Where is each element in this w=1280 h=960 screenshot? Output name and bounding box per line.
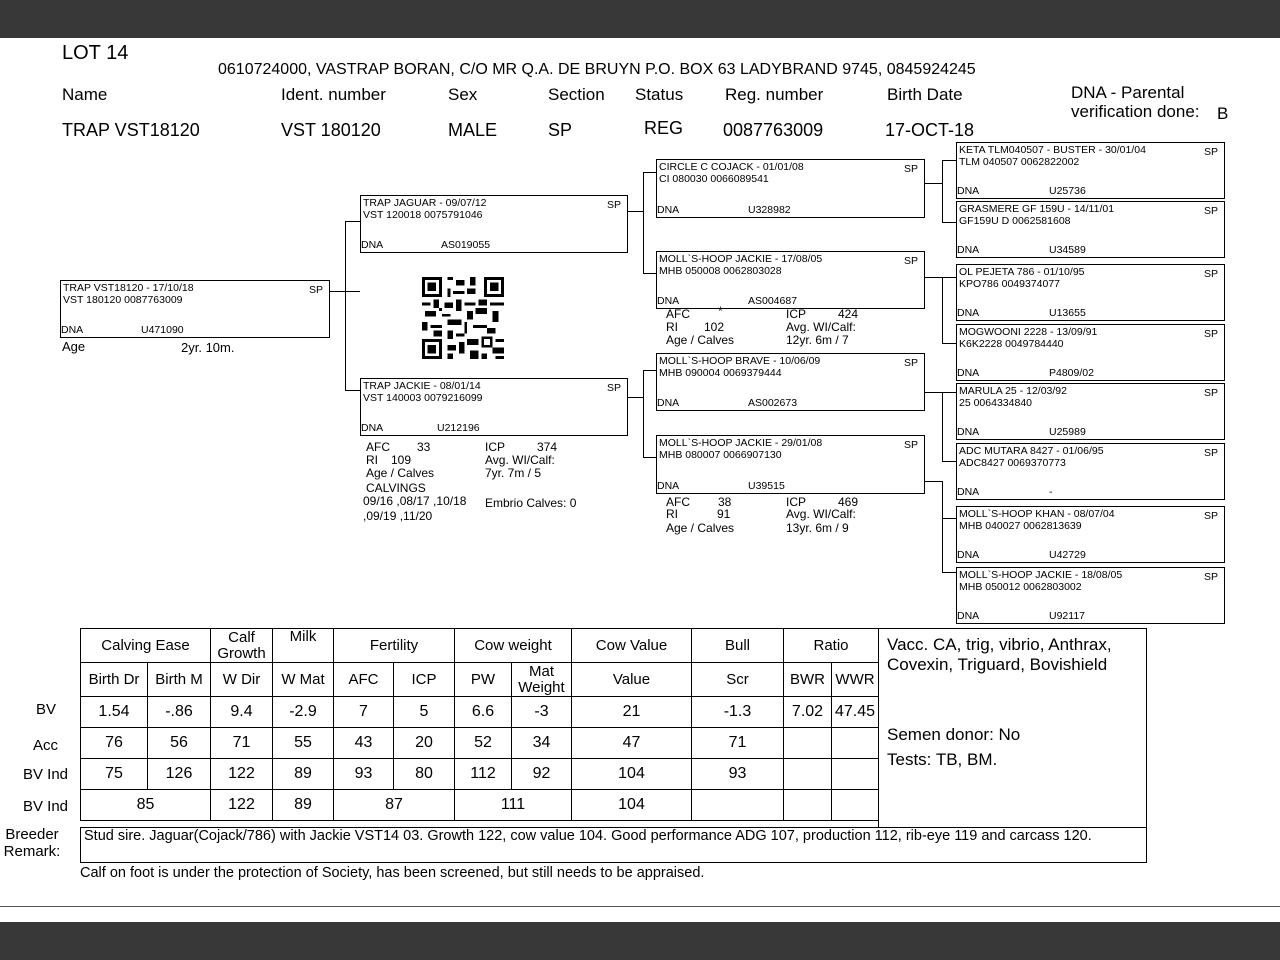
footer-note: Calf on foot is under the protection of Society, has been screened, but still needs to be appraised.	[80, 865, 705, 881]
group-cow-weight: Cow weight	[455, 629, 572, 663]
dna-label: DNA	[61, 324, 84, 336]
tests: Tests: TB, BM.	[887, 750, 998, 769]
dna-value: AS002673	[748, 397, 798, 409]
connector-line	[942, 461, 956, 462]
afc-value: *	[718, 304, 723, 318]
animal-title: MOLL`S-HOOP JACKIE - 17/08/05	[659, 253, 823, 265]
acc-cell: 55	[273, 728, 334, 759]
group-calving-ease: Calving Ease	[81, 629, 211, 663]
header-name: Name	[62, 85, 108, 104]
animal-title: MOLL`S-HOOP JACKIE - 18/08/05	[959, 569, 1123, 581]
bv-ind-group-cell: 89	[273, 790, 334, 821]
age-calves-label: Age / Calves	[666, 333, 735, 347]
dna-label: DNA	[957, 610, 980, 622]
section-label: SP	[308, 284, 323, 296]
animal-name: TRAP VST18120	[62, 120, 200, 140]
bv-cell: 7.02	[784, 697, 832, 728]
pedigree-great-grandparent	[956, 264, 1225, 321]
age-calves-label: Age / Calves	[666, 521, 735, 535]
ri-label: RI	[666, 320, 678, 334]
age-calves-label: Age / Calves	[366, 466, 435, 480]
vaccination-panel	[878, 628, 1147, 828]
dna-label: DNA	[957, 244, 980, 256]
embrio-calves: Embrio Calves: 0	[485, 496, 577, 510]
col-header: ICP	[394, 663, 455, 697]
bv-ind-cell	[832, 759, 879, 790]
dna-label: DNA	[957, 307, 980, 319]
pedigree-great-grandparent	[956, 201, 1225, 258]
icp-value: 374	[537, 440, 558, 454]
col-header: BWR	[784, 663, 832, 697]
animal-title: MOGWOONI 2228 - 13/09/91	[959, 326, 1098, 338]
connector-line	[942, 481, 943, 573]
group-cow-value: Cow Value	[572, 629, 692, 663]
ri-label: RI	[666, 507, 678, 521]
dna-label: DNA	[957, 426, 980, 438]
dna-value: AS019055	[441, 239, 491, 251]
icp-label: ICP	[485, 440, 506, 454]
section-label: SP	[1203, 146, 1218, 158]
header-sex: Sex	[448, 85, 478, 104]
breeding-values-table	[80, 628, 879, 821]
connector-line	[643, 273, 657, 274]
section-label: SP	[1203, 571, 1218, 583]
connector-line	[345, 390, 360, 391]
group-calf-growth: Calf Growth	[211, 629, 273, 663]
animal-dna: B	[1217, 104, 1229, 123]
section-label: SP	[1203, 328, 1218, 340]
icp-label: ICP	[786, 307, 807, 321]
bv-ind-cell: 80	[394, 759, 455, 790]
acc-cell: 43	[334, 728, 394, 759]
connector-line	[942, 277, 943, 344]
animal-title: TRAP JACKIE - 08/01/14	[363, 380, 481, 392]
col-header: WWR	[832, 663, 879, 697]
pedigree-sire-sire	[656, 159, 925, 218]
col-header: W Mat	[273, 663, 334, 697]
bv-cell: -3	[512, 697, 572, 728]
header-birth: Birth Date	[887, 85, 963, 104]
header-dna: DNA - Parental verification done:	[1071, 83, 1200, 121]
afc-label: AFC	[366, 440, 390, 454]
bv-ind-cell	[784, 759, 832, 790]
group-milk: Milk	[273, 629, 334, 663]
dna-label: DNA	[657, 397, 680, 409]
group-fertility: Fertility	[334, 629, 455, 663]
qr-code-icon	[419, 277, 507, 359]
col-header: AFC	[334, 663, 394, 697]
breeder-remark-text: Stud sire. Jaguar(Cojack/786) with Jackie VST14 03. Growth 122, cow value 104. Good performance ADG 107, production 112, rib-eye 119 and carcass 120.	[84, 828, 1092, 844]
connector-line	[942, 160, 956, 161]
header-status: Status	[635, 85, 684, 104]
ri-label: RI	[366, 453, 378, 467]
animal-ident: VST 180120	[281, 120, 381, 140]
animal-title: GRASMERE GF 159U - 14/11/01	[959, 203, 1115, 215]
dna-value: -	[1049, 486, 1053, 498]
animal-id: MHB 090004 0069379444	[659, 367, 782, 379]
bv-ind-cell: 75	[81, 759, 148, 790]
afc-value: 33	[417, 440, 431, 454]
pedigree-great-grandparent	[956, 443, 1225, 500]
dna-label: DNA	[957, 185, 980, 197]
pedigree-great-grandparent	[956, 324, 1225, 381]
animal-id: MHB 040027 0062813639	[959, 520, 1082, 532]
connector-line	[628, 397, 643, 398]
acc-cell: 20	[394, 728, 455, 759]
connector-line	[942, 160, 943, 223]
animal-id: GF159U D 0062581608	[959, 215, 1071, 227]
animal-id: KPO786 0049374077	[959, 278, 1061, 290]
dna-value: U34589	[1049, 244, 1086, 256]
age-calves-value: 12yr. 6m / 7	[786, 333, 849, 347]
animal-title: MARULA 25 - 12/03/92	[959, 385, 1067, 397]
dna-value: U42729	[1049, 549, 1086, 561]
bv-cell: 5	[394, 697, 455, 728]
connector-line	[942, 518, 956, 519]
connector-line	[643, 172, 657, 173]
connector-line	[942, 277, 956, 278]
animal-id: MHB 080007 0066907130	[659, 449, 782, 461]
wi-label: Avg. WI/Calf:	[485, 453, 555, 467]
header-ident: Ident. number	[281, 85, 386, 104]
bv-ind-group-cell: 111	[455, 790, 572, 821]
col-header: Birth M	[148, 663, 211, 697]
bv-cell: 47.45	[832, 697, 879, 728]
dna-value: U328982	[748, 204, 791, 216]
animal-id: ADC8427 0069370773	[959, 457, 1066, 469]
col-header: Value	[572, 663, 692, 697]
age-calves-value: 7yr. 7m / 5	[485, 466, 542, 480]
bv-ind-cell: 126	[148, 759, 211, 790]
bv-ind-group-cell	[784, 790, 832, 821]
acc-cell: 56	[148, 728, 211, 759]
animal-id: VST 180120 0087763009	[63, 294, 183, 306]
bv-ind-group-cell: 85	[81, 790, 211, 821]
wi-label: Avg. WI/Calf:	[786, 320, 856, 334]
dna-value: U39515	[748, 480, 785, 492]
bv-ind-cell: 92	[512, 759, 572, 790]
pedigree-sire	[360, 195, 628, 253]
connector-line	[925, 481, 943, 482]
col-header: Mat Weight	[512, 663, 572, 697]
animal-id: 25 0064334840	[959, 397, 1032, 409]
bv-ind-cell: 93	[334, 759, 394, 790]
bv-cell: 7	[334, 697, 394, 728]
connector-line	[942, 572, 956, 573]
section-label: SP	[1203, 510, 1218, 522]
dna-value: U13655	[1049, 307, 1086, 319]
ri-value: 91	[717, 507, 731, 521]
section-label: SP	[606, 382, 621, 394]
bv-cell: 9.4	[211, 697, 273, 728]
dna-label: DNA	[657, 295, 680, 307]
wi-label: Avg. WI/Calf:	[786, 507, 856, 521]
icp-value: 424	[838, 307, 859, 321]
dna-label: DNA	[657, 204, 680, 216]
bv-cell: -2.9	[273, 697, 334, 728]
icp-label: ICP	[786, 495, 807, 509]
connector-line	[942, 343, 956, 344]
animal-title: CIRCLE C COJACK - 01/01/08	[659, 161, 804, 173]
animal-status: REG	[644, 118, 684, 138]
section-label: SP	[1203, 268, 1218, 280]
bv-cell: 1.54	[81, 697, 148, 728]
afc-label: AFC	[666, 307, 690, 321]
section-label: SP	[903, 357, 918, 369]
bv-ind-group-cell	[832, 790, 879, 821]
animal-id: K6K2228 0049784440	[959, 338, 1064, 350]
age-value: 2yr. 10m.	[181, 340, 235, 355]
bv-ind-cell: 104	[572, 759, 692, 790]
animal-id: VST 140003 0079216099	[363, 392, 483, 404]
connector-line	[643, 457, 657, 458]
animal-id: TLM 040507 0062822002	[959, 156, 1080, 168]
dna-value: P4809/02	[1049, 367, 1094, 379]
owner-info: 0610724000, VASTRAP BORAN, C/O MR Q.A. DE BRUYN P.O. BOX 63 LADYBRAND 9745, 0845924245	[218, 61, 976, 78]
col-header: Birth Dr	[81, 663, 148, 697]
dna-value: U25736	[1049, 185, 1086, 197]
calvings-list: ,09/19 ,11/20	[363, 509, 433, 523]
bv-ind-group-cell: 122	[211, 790, 273, 821]
connector-line	[925, 183, 943, 184]
bv-ind-group-cell: 87	[334, 790, 455, 821]
animal-title: TRAP VST18120 - 17/10/18	[63, 282, 194, 294]
pedigree-dam-sire	[656, 353, 925, 411]
connector-line	[345, 221, 346, 391]
connector-line	[643, 370, 657, 371]
group-ratio: Ratio	[784, 629, 879, 663]
acc-cell: 71	[211, 728, 273, 759]
bv-cell: 6.6	[455, 697, 512, 728]
row-label-bv: BV	[36, 701, 57, 718]
group-bull: Bull	[692, 629, 784, 663]
dna-label: DNA	[957, 367, 980, 379]
animal-id: MHB 050012 0062803002	[959, 581, 1082, 593]
connector-line	[925, 392, 943, 393]
section-label: SP	[1203, 205, 1218, 217]
animal-title: TRAP JAGUAR - 09/07/12	[363, 197, 487, 209]
section-label: SP	[1203, 447, 1218, 459]
afc-value: 38	[718, 495, 732, 509]
bv-ind-cell: 93	[692, 759, 784, 790]
row-label-acc: Acc	[33, 737, 59, 754]
animal-id: VST 120018 0075791046	[363, 209, 483, 221]
bottom-bar	[0, 922, 1280, 960]
pedigree-self	[60, 280, 330, 338]
row-label-bv-ind: BV Ind	[23, 798, 69, 815]
pedigree-dam-dam	[656, 435, 925, 494]
connector-line	[345, 221, 360, 222]
section-label: SP	[903, 439, 918, 451]
connector-line	[942, 392, 956, 393]
connector-line	[942, 222, 956, 223]
acc-cell: 52	[455, 728, 512, 759]
header-section: Section	[548, 85, 605, 104]
section-label: SP	[903, 255, 918, 267]
bv-ind-group-cell	[692, 790, 784, 821]
connector-line	[643, 172, 644, 274]
bv-cell: 21	[572, 697, 692, 728]
bv-ind-cell: 122	[211, 759, 273, 790]
animal-title: MOLL`S-HOOP BRAVE - 10/06/09	[659, 355, 821, 367]
semen-donor: Semen donor: No	[887, 725, 1021, 744]
icp-value: 469	[838, 495, 859, 509]
afc-label: AFC	[666, 495, 690, 509]
connector-line	[942, 392, 943, 462]
animal-title: MOLL`S-HOOP JACKIE - 29/01/08	[659, 437, 823, 449]
animal-section: SP	[548, 120, 573, 140]
col-header: Scr	[692, 663, 784, 697]
animal-title: ADC MUTARA 8427 - 01/06/95	[959, 445, 1104, 457]
dna-value: U471090	[141, 324, 184, 336]
pedigree-great-grandparent	[956, 567, 1225, 624]
animal-title: MOLL`S-HOOP KHAN - 08/07/04	[959, 508, 1115, 520]
pedigree-sire-dam	[656, 251, 925, 309]
calvings-label: CALVINGS	[366, 481, 426, 495]
dna-value: U25989	[1049, 426, 1086, 438]
col-header: PW	[455, 663, 512, 697]
pedigree-great-grandparent	[956, 142, 1225, 199]
header-reg: Reg. number	[725, 85, 824, 104]
section-label: SP	[606, 199, 621, 211]
bv-cell: -.86	[148, 697, 211, 728]
animal-reg: 0087763009	[723, 120, 824, 140]
divider	[0, 906, 1280, 907]
section-label: SP	[903, 163, 918, 175]
animal-sex: MALE	[448, 120, 498, 140]
acc-cell	[784, 728, 832, 759]
bv-cell: -1.3	[692, 697, 784, 728]
dna-value: AS004687	[748, 295, 798, 307]
dna-label: DNA	[957, 486, 980, 498]
dna-value: U92117	[1049, 610, 1086, 622]
connector-line	[643, 370, 644, 458]
vaccination-text: Vacc. CA, trig, vibrio, Anthrax, Covexin, Triguard, Bovishield	[887, 635, 1112, 674]
age-label: Age	[62, 339, 86, 354]
animal-title: KETA TLM040507 - BUSTER - 30/01/04	[959, 144, 1146, 156]
breeder-remark	[80, 827, 1147, 863]
calvings-list: 09/16 ,08/17 ,10/18	[363, 494, 467, 508]
pedigree-great-grandparent	[956, 506, 1225, 563]
ri-value: 102	[704, 320, 725, 334]
age-calves-value: 13yr. 6m / 9	[786, 521, 849, 535]
connector-line	[925, 277, 943, 278]
pedigree-great-grandparent	[956, 383, 1225, 440]
dna-label: DNA	[361, 239, 384, 251]
bv-ind-cell: 112	[455, 759, 512, 790]
row-label-bv-ind: BV Ind	[23, 766, 69, 783]
animal-id: MHB 050008 0062803028	[659, 265, 782, 277]
animal-birth: 17-OCT-18	[885, 120, 975, 140]
top-bar	[0, 0, 1280, 38]
acc-cell: 71	[692, 728, 784, 759]
dna-value: U212196	[437, 422, 480, 434]
animal-id: CI 080030 0066089541	[659, 173, 769, 185]
ri-value: 109	[391, 453, 412, 467]
dna-label: DNA	[361, 422, 384, 434]
acc-cell: 76	[81, 728, 148, 759]
section-label: SP	[1203, 387, 1218, 399]
animal-title: OL PEJETA 786 - 01/10/95	[959, 266, 1085, 278]
col-header: W Dir	[211, 663, 273, 697]
connector-line	[628, 211, 643, 212]
dna-label: DNA	[657, 480, 680, 492]
pedigree-dam	[360, 378, 628, 436]
bv-ind-group-cell: 104	[572, 790, 692, 821]
acc-cell: 47	[572, 728, 692, 759]
breeder-remark-label: Breeder Remark:	[3, 826, 61, 860]
acc-cell	[832, 728, 879, 759]
bv-ind-cell: 89	[273, 759, 334, 790]
acc-cell: 34	[512, 728, 572, 759]
lot-number: LOT 14	[62, 42, 129, 64]
dna-label: DNA	[957, 549, 980, 561]
